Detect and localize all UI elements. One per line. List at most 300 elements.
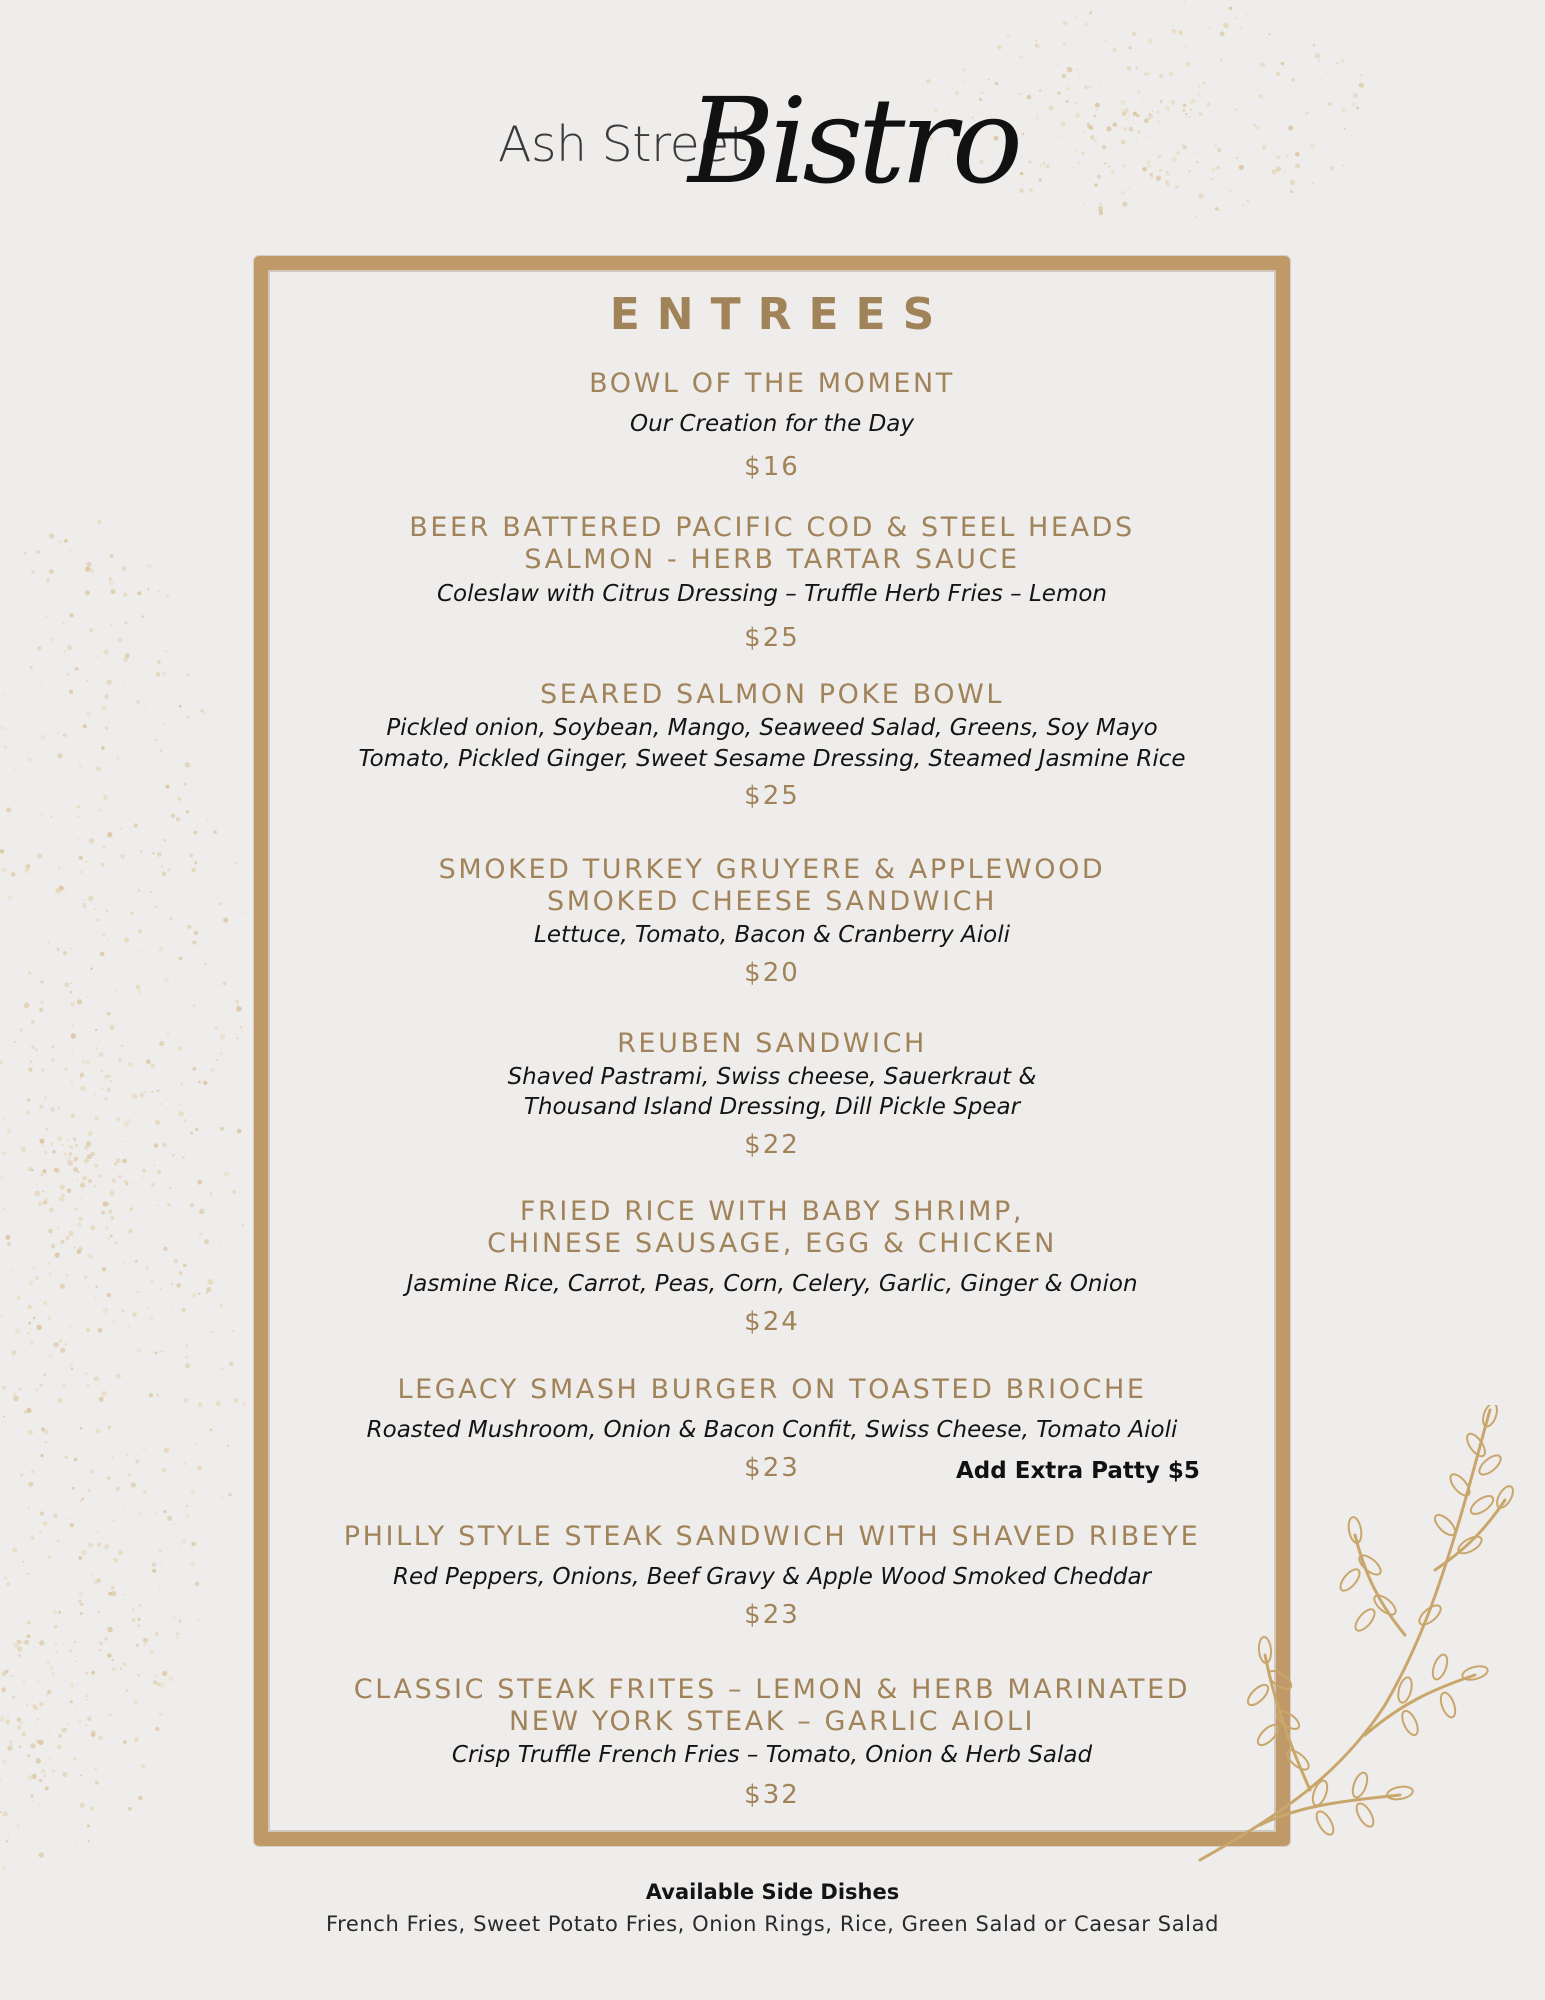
speckle-dot xyxy=(1085,23,1089,27)
speckle-dot xyxy=(178,1271,182,1275)
speckle-dot xyxy=(43,1301,48,1306)
speckle-dot xyxy=(7,1746,12,1751)
speckle-dot xyxy=(173,1523,175,1525)
speckle-dot xyxy=(112,1178,116,1182)
speckle-dot xyxy=(74,1079,75,1080)
speckle-dot xyxy=(146,1629,147,1630)
speckle-dot xyxy=(136,700,139,703)
speckle-dot xyxy=(14,769,16,771)
speckle-dot xyxy=(132,1639,133,1640)
speckle-dot xyxy=(109,1025,114,1030)
speckle-dot xyxy=(39,1008,43,1012)
speckle-dot xyxy=(107,939,109,941)
speckle-dot xyxy=(107,1476,111,1480)
speckle-dot xyxy=(59,1196,64,1201)
speckle-dot xyxy=(239,878,241,880)
speckle-dot xyxy=(242,912,244,914)
speckle-dot xyxy=(147,1308,149,1310)
speckle-dot xyxy=(29,1280,34,1285)
speckle-dot xyxy=(90,1715,92,1717)
speckle-dot xyxy=(88,1179,92,1183)
speckle-dot xyxy=(132,724,133,725)
speckle-dot xyxy=(49,637,53,641)
speckle-dot xyxy=(57,732,59,734)
speckle-dot xyxy=(1063,21,1068,26)
speckle-dot xyxy=(78,1592,82,1596)
speckle-dot xyxy=(46,616,47,617)
speckle-dot xyxy=(26,864,30,868)
speckle-dot xyxy=(34,1180,36,1182)
speckle-dot xyxy=(28,1067,32,1071)
speckle-dot xyxy=(22,1561,24,1563)
speckle-dot xyxy=(142,1169,146,1173)
speckle-dot xyxy=(59,1339,62,1342)
speckle-dot xyxy=(239,1026,242,1029)
speckle-dot xyxy=(124,937,129,942)
speckle-dot xyxy=(223,982,227,986)
speckle-dot xyxy=(80,1183,85,1188)
speckle-dot xyxy=(44,1096,46,1098)
speckle-dot xyxy=(141,1108,143,1110)
speckle-dot xyxy=(83,1158,88,1163)
speckle-dot xyxy=(179,1105,180,1106)
speckle-dot xyxy=(40,1300,42,1302)
speckle-dot xyxy=(1336,62,1339,65)
speckle-dot xyxy=(28,1573,30,1575)
speckle-dot xyxy=(1240,26,1242,28)
speckle-dot xyxy=(16,615,18,617)
speckle-dot xyxy=(57,948,60,951)
speckle-dot xyxy=(1179,31,1183,35)
speckle-dot xyxy=(36,1758,41,1763)
speckle-dot xyxy=(33,1317,36,1320)
dish-description: Crisp Truffle French Fries – Tomato, Onion & Herb Salad xyxy=(451,1742,1093,1768)
speckle-dot xyxy=(167,1203,171,1207)
speckle-dot xyxy=(74,1641,76,1643)
speckle-dot xyxy=(1058,64,1060,66)
speckle-dot xyxy=(220,1052,222,1054)
speckle-dot xyxy=(138,929,142,933)
speckle-dot xyxy=(140,1093,145,1098)
speckle-dot xyxy=(51,1045,54,1048)
speckle-dot xyxy=(88,1840,90,1842)
speckle-dot xyxy=(85,1672,88,1675)
speckle-dot xyxy=(36,550,40,554)
speckle-dot xyxy=(76,1683,78,1685)
speckle-dot xyxy=(87,1054,88,1055)
speckle-dot xyxy=(203,1081,207,1085)
speckle-dot xyxy=(48,1317,52,1321)
speckle-dot xyxy=(27,757,31,761)
speckle-dot xyxy=(181,1083,183,1085)
speckle-dot xyxy=(156,827,158,829)
speckle-dot xyxy=(156,1394,159,1397)
speckle-dot xyxy=(85,566,90,571)
speckle-dot xyxy=(162,1142,167,1147)
speckle-dot xyxy=(69,1156,71,1158)
speckle-dot xyxy=(137,1618,140,1621)
speckle-dot xyxy=(158,591,160,593)
speckle-dot xyxy=(6,1840,9,1843)
speckle-dot xyxy=(62,1643,63,1644)
speckle-dot xyxy=(13,1396,19,1402)
speckle-dot xyxy=(219,1304,222,1307)
speckle-dot xyxy=(98,1649,101,1652)
speckle-dot xyxy=(118,1175,122,1179)
speckle-dot xyxy=(109,1713,112,1716)
speckle-dot xyxy=(195,1128,198,1131)
speckle-dot xyxy=(43,1774,46,1777)
dish-name: SEARED SALMON POKE BOWL xyxy=(539,679,1005,710)
speckle-dot xyxy=(21,1147,26,1152)
speckle-dot xyxy=(127,1224,129,1226)
speckle-dot xyxy=(0,1457,1,1458)
speckle-dot xyxy=(144,1091,147,1094)
speckle-dot xyxy=(179,1286,181,1288)
speckle-dot xyxy=(190,1561,195,1566)
speckle-dot xyxy=(75,878,76,879)
speckle-dot xyxy=(88,1543,93,1548)
speckle-dot xyxy=(33,1156,34,1157)
speckle-dot xyxy=(242,1402,246,1406)
speckle-dot xyxy=(69,1145,73,1149)
speckle-dot xyxy=(79,1499,82,1502)
speckle-dot xyxy=(83,724,87,728)
speckle-dot xyxy=(199,1209,205,1215)
speckle-dot xyxy=(49,1733,51,1735)
speckle-dot xyxy=(997,44,1002,49)
speckle-dot xyxy=(38,1648,40,1650)
speckle-dot xyxy=(1171,29,1177,35)
speckle-dot xyxy=(19,1387,22,1390)
speckle-dot xyxy=(27,1634,31,1638)
speckle-dot xyxy=(38,1202,43,1207)
speckle-dot xyxy=(51,1058,54,1061)
speckle-dot xyxy=(70,1700,73,1703)
speckle-dot xyxy=(1007,34,1010,37)
speckle-dot xyxy=(123,1663,126,1666)
speckle-dot xyxy=(101,1087,103,1089)
speckle-dot xyxy=(177,1046,182,1051)
speckle-dot xyxy=(104,1097,108,1101)
speckle-dot xyxy=(173,1259,178,1264)
speckle-dot xyxy=(2,1865,7,1870)
speckle-dot xyxy=(155,1120,160,1125)
speckle-dot xyxy=(28,1507,30,1509)
speckle-dot xyxy=(141,615,144,618)
speckle-dot xyxy=(132,1312,137,1317)
speckle-dot xyxy=(73,1167,78,1172)
speckle-dot xyxy=(107,1088,111,1092)
speckle-dot xyxy=(154,1497,156,1499)
speckle-dot xyxy=(107,1653,111,1657)
speckle-dot xyxy=(171,814,176,819)
speckle-dot xyxy=(154,905,157,908)
speckle-dot xyxy=(26,1704,28,1706)
speckle-dot xyxy=(95,1029,97,1031)
side-dishes-title: Available Side Dishes xyxy=(645,1880,900,1904)
speckle-dot xyxy=(2,1759,7,1764)
speckle-dot xyxy=(85,1724,87,1726)
speckle-dot xyxy=(56,860,57,861)
speckle-dot xyxy=(104,1075,108,1079)
speckle-dot xyxy=(71,1113,76,1118)
speckle-dot xyxy=(1184,46,1186,48)
speckle-dot xyxy=(47,1690,52,1695)
speckle-dot xyxy=(99,1175,102,1178)
speckle-dot xyxy=(1318,59,1320,61)
speckle-dot xyxy=(122,1159,127,1164)
speckle-dot xyxy=(107,1012,111,1016)
speckle-dot xyxy=(84,1275,88,1279)
section-title: ENTREES xyxy=(609,289,952,340)
speckle-dot xyxy=(77,838,79,840)
speckle-dot xyxy=(57,1745,62,1750)
speckle-dot xyxy=(152,1562,157,1567)
speckle-dot xyxy=(162,871,167,876)
speckle-dot xyxy=(127,1473,131,1477)
speckle-dot xyxy=(199,990,200,991)
dish-description: Coleslaw with Citrus Dressing – Truffle Herb Fries – Lemon xyxy=(436,581,1108,607)
speckle-dot xyxy=(80,1612,83,1615)
speckle-dot xyxy=(89,838,94,843)
speckle-dot xyxy=(94,1093,96,1095)
speckle-dot xyxy=(40,980,43,983)
speckle-dot xyxy=(88,1131,93,1136)
speckle-dot xyxy=(4,694,6,696)
speckle-dot xyxy=(186,716,189,719)
speckle-dot xyxy=(143,1490,146,1493)
speckle-dot xyxy=(30,666,33,669)
speckle-dot xyxy=(154,1351,157,1354)
speckle-dot xyxy=(140,1301,141,1302)
dish-price: $32 xyxy=(744,1780,800,1810)
speckle-dot xyxy=(170,917,173,920)
speckle-dot xyxy=(5,1720,10,1725)
speckle-dot xyxy=(1148,38,1153,43)
speckle-dot xyxy=(1340,59,1344,63)
speckle-dot xyxy=(50,1776,51,1777)
speckle-dot xyxy=(37,1681,39,1683)
speckle-dot xyxy=(192,1067,196,1071)
speckle-dot xyxy=(99,1052,104,1057)
speckle-dot xyxy=(38,1803,41,1806)
speckle-dot xyxy=(91,1733,95,1737)
speckle-dot xyxy=(146,1266,149,1269)
speckle-dot xyxy=(204,1239,209,1244)
speckle-dot xyxy=(126,1689,129,1692)
speckle-dot xyxy=(128,1684,129,1685)
speckle-dot xyxy=(79,870,83,874)
speckle-dot xyxy=(39,1384,42,1387)
speckle-dot xyxy=(116,1117,121,1122)
speckle-dot xyxy=(113,1558,118,1563)
speckle-dot xyxy=(26,1111,30,1115)
speckle-dot xyxy=(94,1185,97,1188)
speckle-dot xyxy=(94,1579,99,1584)
speckle-dot xyxy=(28,971,32,975)
speckle-dot xyxy=(179,1546,181,1548)
speckle-dot xyxy=(124,1262,126,1264)
speckle-dot xyxy=(236,1006,242,1012)
speckle-dot xyxy=(128,1559,129,1560)
speckle-dot xyxy=(157,1170,161,1174)
speckle-dot xyxy=(0,1811,2,1813)
speckle-dot xyxy=(164,1448,169,1453)
speckle-dot xyxy=(63,951,67,955)
speckle-dot xyxy=(1,868,6,873)
speckle-dot xyxy=(49,1355,52,1358)
dish-price: $24 xyxy=(744,1307,800,1337)
speckle-dot xyxy=(189,854,193,858)
speckle-dot xyxy=(186,810,189,813)
speckle-dot xyxy=(67,1188,72,1193)
speckle-dot xyxy=(31,1169,34,1172)
dish-name: BEER BATTERED PACIFIC COD & STEEL HEADS xyxy=(409,512,1135,543)
speckle-dot xyxy=(194,861,197,864)
speckle-dot xyxy=(123,1740,127,1744)
speckle-dot xyxy=(57,1136,62,1141)
speckle-dot xyxy=(160,1562,162,1564)
speckle-dot xyxy=(42,1169,46,1173)
speckle-dot xyxy=(196,893,197,894)
speckle-dot xyxy=(0,1060,3,1065)
speckle-dot xyxy=(111,1586,115,1590)
speckle-dot xyxy=(192,1293,197,1298)
speckle-dot xyxy=(12,1392,16,1396)
speckle-dot xyxy=(122,566,126,570)
speckle-dot xyxy=(58,1611,61,1614)
speckle-dot xyxy=(4,746,8,750)
speckle-dot xyxy=(182,1308,186,1312)
speckle-dot xyxy=(112,1320,115,1323)
speckle-dot xyxy=(112,1457,114,1459)
speckle-dot xyxy=(158,947,163,952)
speckle-dot xyxy=(50,815,52,817)
dish-name: FRIED RICE WITH BABY SHRIMP, xyxy=(519,1196,1025,1227)
speckle-dot xyxy=(7,1716,9,1718)
speckle-dot xyxy=(130,954,131,955)
speckle-dot xyxy=(121,1045,123,1047)
speckle-dot xyxy=(64,982,69,987)
speckle-dot xyxy=(179,957,183,961)
speckle-dot xyxy=(45,1786,49,1790)
speckle-dot xyxy=(179,1111,184,1116)
dish-description: Lettuce, Tomato, Bacon & Cranberry Aioli xyxy=(534,922,1010,948)
speckle-dot xyxy=(62,1144,64,1146)
speckle-dot xyxy=(185,1363,190,1368)
speckle-dot xyxy=(99,1217,101,1219)
speckle-dot xyxy=(162,1671,167,1676)
speckle-dot xyxy=(17,1296,21,1300)
speckle-dot xyxy=(109,578,112,581)
speckle-dot xyxy=(134,823,138,827)
speckle-dot xyxy=(58,1734,61,1737)
speckle-dot xyxy=(60,1348,65,1353)
speckle-dot xyxy=(172,1154,175,1157)
speckle-dot xyxy=(190,1203,195,1208)
speckle-dot xyxy=(231,1330,234,1333)
speckle-dot xyxy=(45,1128,48,1131)
leafy-branch-icon xyxy=(1190,1405,1520,1865)
speckle-dot xyxy=(3,1576,7,1580)
speckle-dot xyxy=(49,1757,51,1759)
speckle-dot xyxy=(20,1028,24,1032)
speckle-dot xyxy=(78,816,79,817)
speckle-dot xyxy=(7,1129,12,1134)
speckle-dot xyxy=(53,1342,58,1347)
speckle-dot xyxy=(62,622,64,624)
speckle-dot xyxy=(41,688,42,689)
speckle-dot xyxy=(74,1246,76,1248)
speckle-dot xyxy=(154,1143,159,1148)
speckle-dot xyxy=(29,1341,33,1345)
speckle-dot xyxy=(108,1592,112,1596)
speckle-dot xyxy=(50,1107,55,1112)
speckle-dot xyxy=(85,899,86,900)
speckle-dot xyxy=(121,828,123,830)
speckle-dot xyxy=(197,1620,199,1622)
speckle-dot xyxy=(116,1374,121,1379)
speckle-dot xyxy=(28,1305,32,1309)
speckle-dot xyxy=(149,1393,153,1397)
menu-item xyxy=(254,1674,1290,1811)
speckle-dot xyxy=(35,1388,38,1391)
speckle-dot xyxy=(165,650,167,652)
speckle-dot xyxy=(110,1216,114,1220)
speckle-dot xyxy=(17,1725,22,1730)
speckle-dot xyxy=(186,1345,188,1347)
speckle-dot xyxy=(106,910,109,913)
speckle-dot xyxy=(30,1328,32,1330)
speckle-dot xyxy=(36,1049,38,1051)
speckle-dot xyxy=(1223,23,1229,29)
speckle-dot xyxy=(70,1683,75,1688)
speckle-dot xyxy=(3,1811,8,1816)
restaurant-logo xyxy=(0,72,1545,222)
menu-item xyxy=(254,1521,1290,1631)
speckle-dot xyxy=(150,1316,154,1320)
speckle-dot xyxy=(1127,66,1132,71)
speckle-dot xyxy=(94,1116,99,1121)
speckle-dot xyxy=(100,1418,101,1419)
speckle-dot xyxy=(27,1332,30,1335)
speckle-dot xyxy=(167,1516,172,1521)
speckle-dot xyxy=(114,1163,117,1166)
speckle-dot xyxy=(150,891,152,893)
speckle-dot xyxy=(1247,47,1249,49)
speckle-dot xyxy=(77,999,82,1004)
speckle-dot xyxy=(110,1080,112,1082)
speckle-dot xyxy=(3,1208,5,1210)
speckle-dot xyxy=(194,831,198,835)
speckle-dot xyxy=(197,1466,202,1471)
speckle-dot xyxy=(160,1103,162,1105)
speckle-dot xyxy=(35,1276,39,1280)
speckle-dot xyxy=(135,1260,138,1263)
speckle-dot xyxy=(150,1650,154,1654)
speckle-dot xyxy=(32,1800,35,1803)
speckle-dot xyxy=(32,891,33,892)
speckle-dot xyxy=(54,1625,58,1629)
speckle-dot xyxy=(161,671,165,675)
speckle-dot xyxy=(123,685,125,687)
speckle-dot xyxy=(39,1531,42,1534)
speckle-dot xyxy=(115,1158,120,1163)
speckle-dot xyxy=(58,1107,60,1109)
speckle-dot xyxy=(1173,25,1174,26)
speckle-dot xyxy=(137,1624,140,1627)
